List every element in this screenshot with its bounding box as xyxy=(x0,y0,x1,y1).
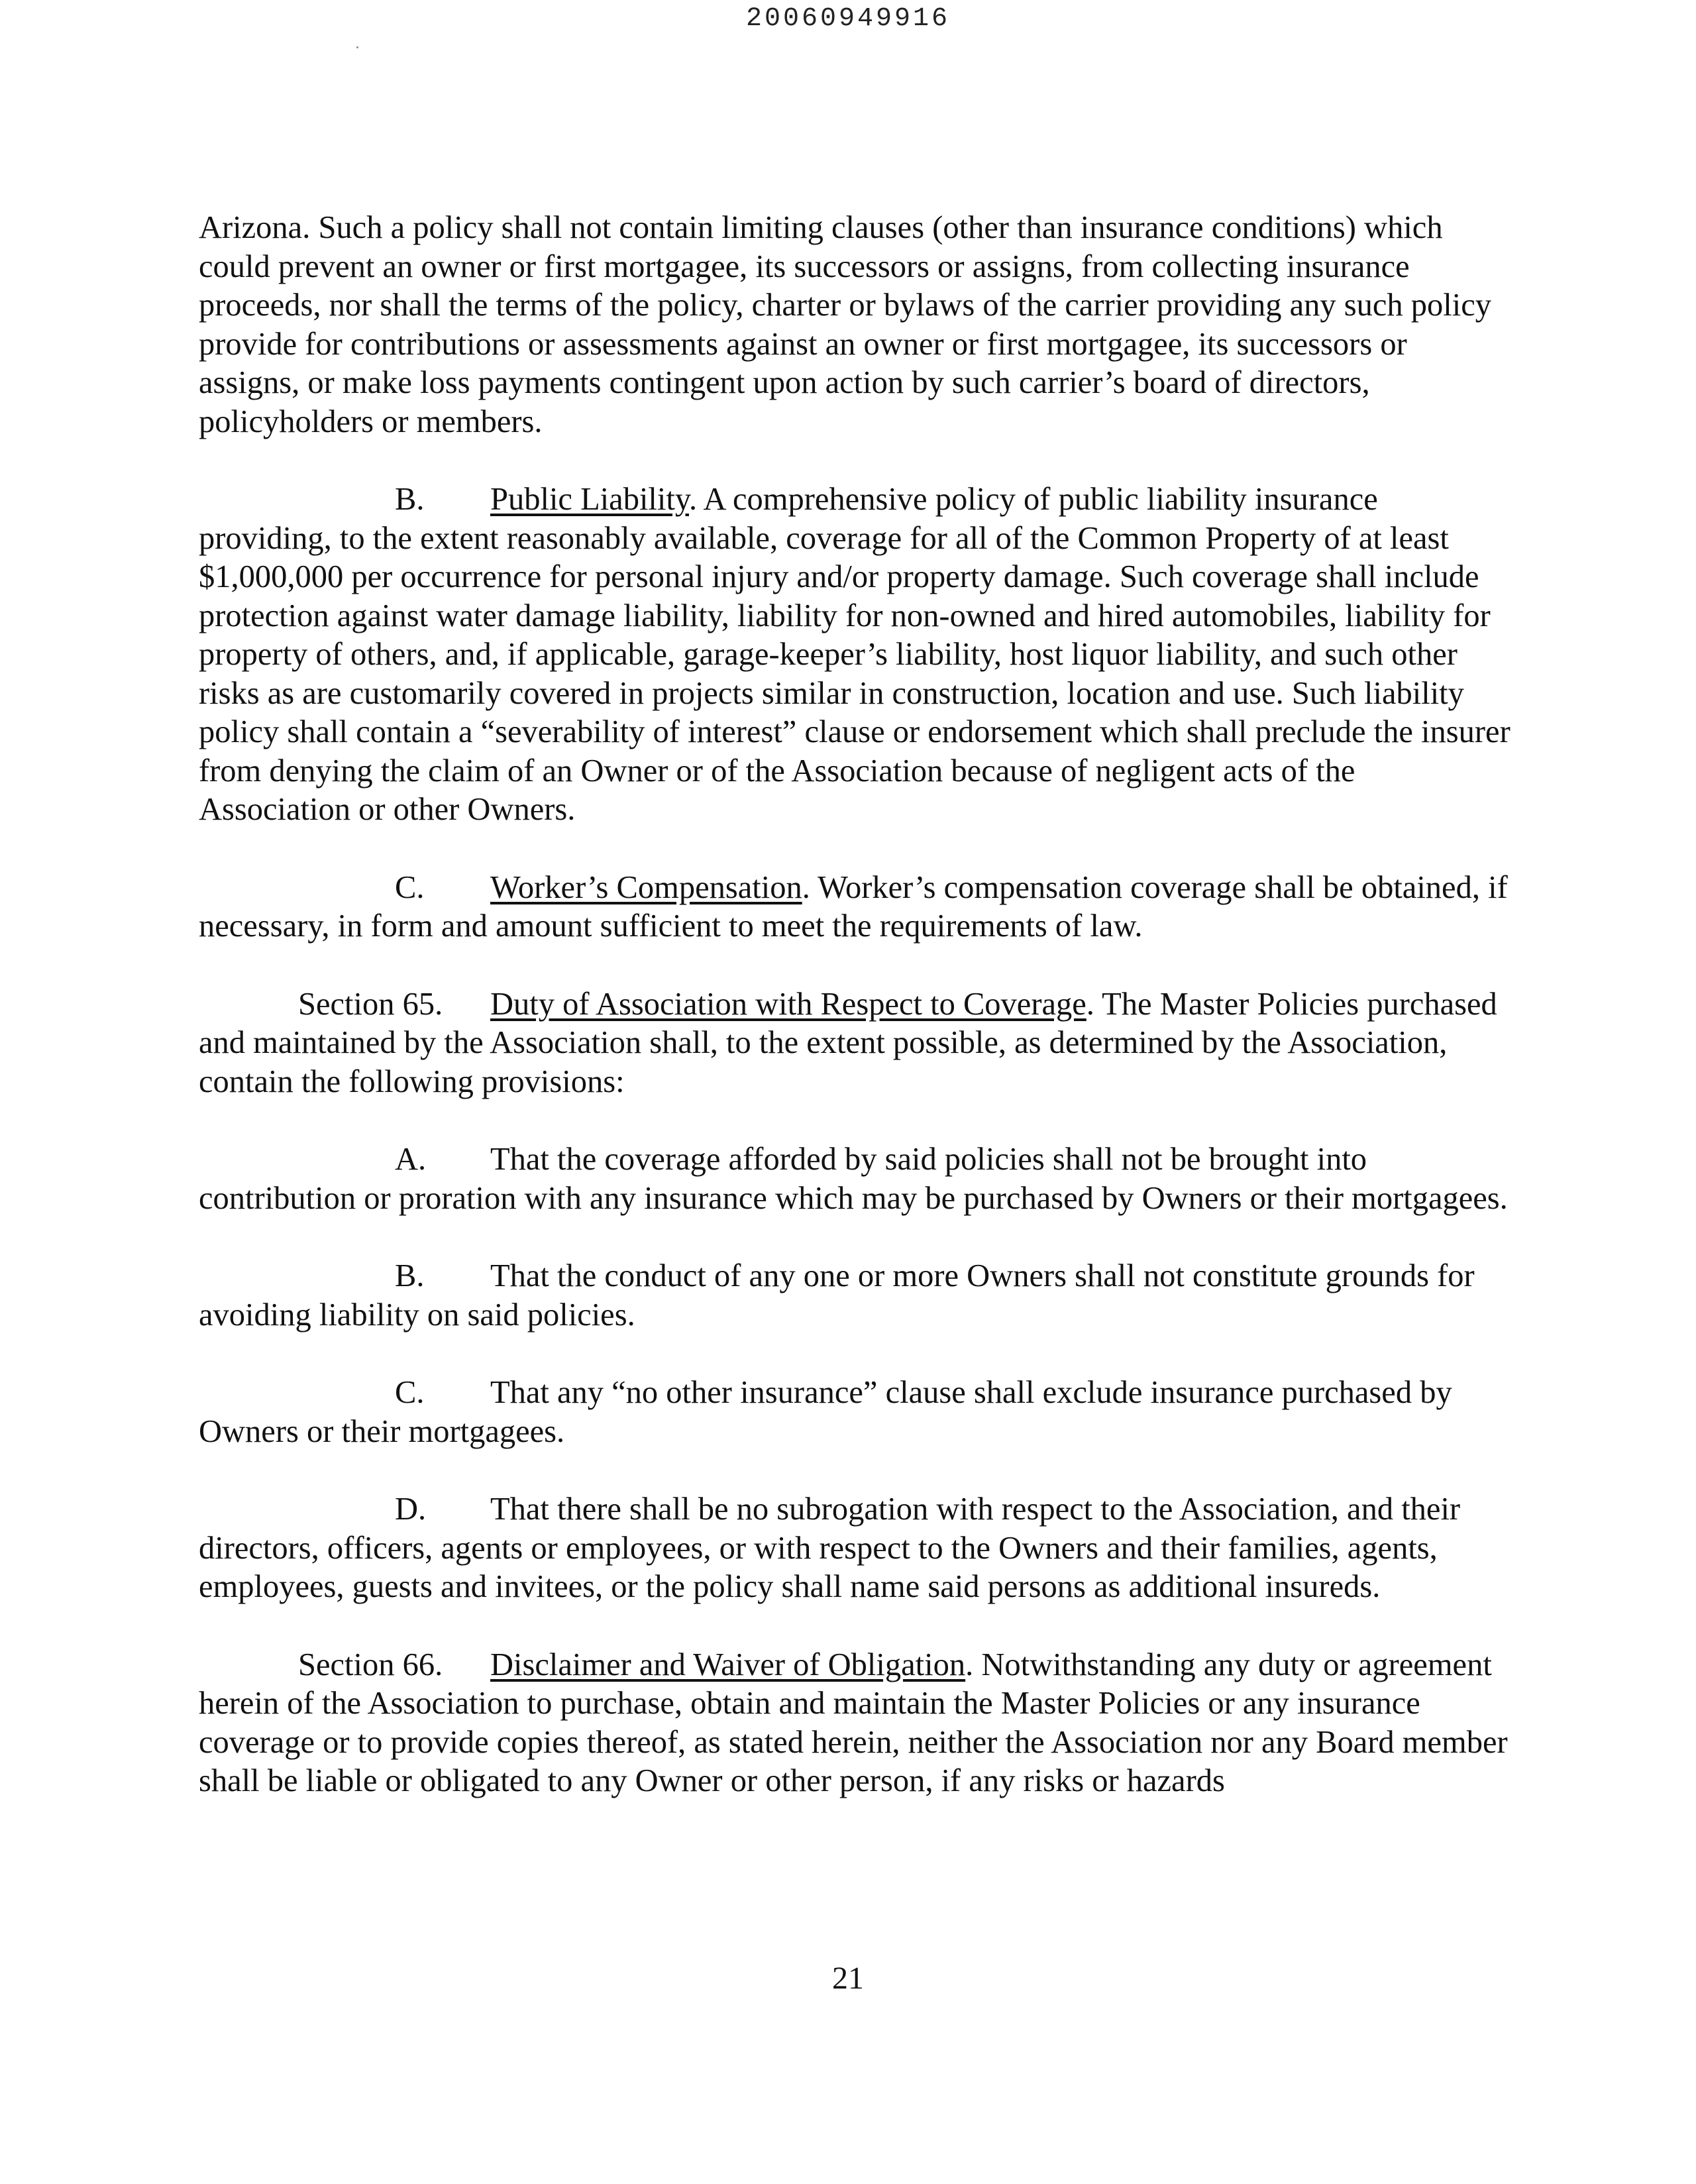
section-heading: Disclaimer and Waiver of Obligation xyxy=(490,1647,966,1682)
paragraph-workers-compensation xyxy=(199,869,1510,946)
section-label: Section 65. xyxy=(298,986,443,1022)
scan-speck xyxy=(356,46,358,48)
section-heading: Duty of Association with Respect to Coverage xyxy=(490,986,1086,1022)
section-label: Section 66. xyxy=(298,1647,443,1682)
paragraph-text: . Notwithstanding any duty or agreement herein of the Association to purchase, obtain and maintain the Master Policies or any insurance coverage or to provide copies thereof, as stated herein, neither the Association nor any Board member shall be liable or obligated to any Owner or other person, if any risks or hazards xyxy=(199,1647,1508,1798)
paragraph-section-65 xyxy=(199,985,1510,1102)
document-body xyxy=(199,209,1510,1801)
paragraph-text: . The Master Policies purchased and maintained by the Association shall, to the extent possible, as determined by the Association, contain the following provisions: xyxy=(199,986,1497,1099)
paragraph-text: . A comprehensive policy of public liability insurance providing, to the extent reasonably available, coverage for all of the Common Property of at least $1,000,000 per occurrence for personal injury and/or property damage. Such coverage shall include protection against water damage liability, liability for non-owned and hired automobiles, liability for property of others, and, if applicable, garage-keeper’s liability, host liquor liability, and such other risks as are customarily covered in projects similar in construction, location and use. Such liability policy shall contain a “severability of interest” clause or endorsement which shall preclude the insurer from denying the claim of an Owner or of the Association because of negligent acts of the Association or other Owners. xyxy=(199,482,1510,827)
paragraph-provision-c xyxy=(199,1374,1510,1451)
subsection-label: B. xyxy=(395,1258,425,1293)
paragraph-text: That the coverage afforded by said policies shall not be brought into contribution or proration with any insurance which may be purchased by Owners or their mortgagees. xyxy=(199,1142,1508,1216)
page-number: 21 xyxy=(832,1961,864,1996)
paragraph-provision-b xyxy=(199,1257,1510,1335)
subsection-label: C. xyxy=(395,869,425,905)
paragraph-insurance-clauses xyxy=(199,209,1510,441)
subsection-heading: Public Liability xyxy=(490,482,689,517)
subsection-label: A. xyxy=(395,1142,427,1177)
paragraph-provision-d xyxy=(199,1490,1510,1607)
paragraph-text: That any “no other insurance” clause shall exclude insurance purchased by Owners or their mortgagees. xyxy=(199,1375,1452,1449)
subsection-label: D. xyxy=(395,1492,427,1527)
subsection-label: C. xyxy=(395,1375,425,1410)
subsection-label: B. xyxy=(395,482,425,517)
paragraph-section-66 xyxy=(199,1646,1510,1801)
paragraph-text: . Worker’s compensation coverage shall be obtained, if necessary, in form and amount sufficient to meet the requirements of law. xyxy=(199,869,1508,944)
paragraph-text: Arizona. Such a policy shall not contain limiting clauses (other than insurance conditions) which could prevent an owner or first mortgagee, its successors or assigns, from collecting insurance proceeds, nor shall the terms of the policy, charter or bylaws of the carrier providing any such policy provide for contributions or assessments against an owner or first mortgagee, its successors or assigns, or make loss payments contingent upon action by such carrier’s board of directors, policyholders or members. xyxy=(199,210,1492,439)
paragraph-provision-a xyxy=(199,1140,1510,1218)
paragraph-text: That the conduct of any one or more Owners shall not constitute grounds for avoiding liability on said policies. xyxy=(199,1258,1475,1333)
document-number: 20060949916 xyxy=(745,4,951,34)
paragraph-text: That there shall be no subrogation with respect to the Association, and their directors, officers, agents or employees, or with respect to the Owners and their families, agents, employees, guests and invitees, or the policy shall name said persons as additional insureds. xyxy=(199,1492,1461,1604)
subsection-heading: Worker’s Compensation xyxy=(490,869,802,905)
paragraph-public-liability xyxy=(199,480,1510,830)
